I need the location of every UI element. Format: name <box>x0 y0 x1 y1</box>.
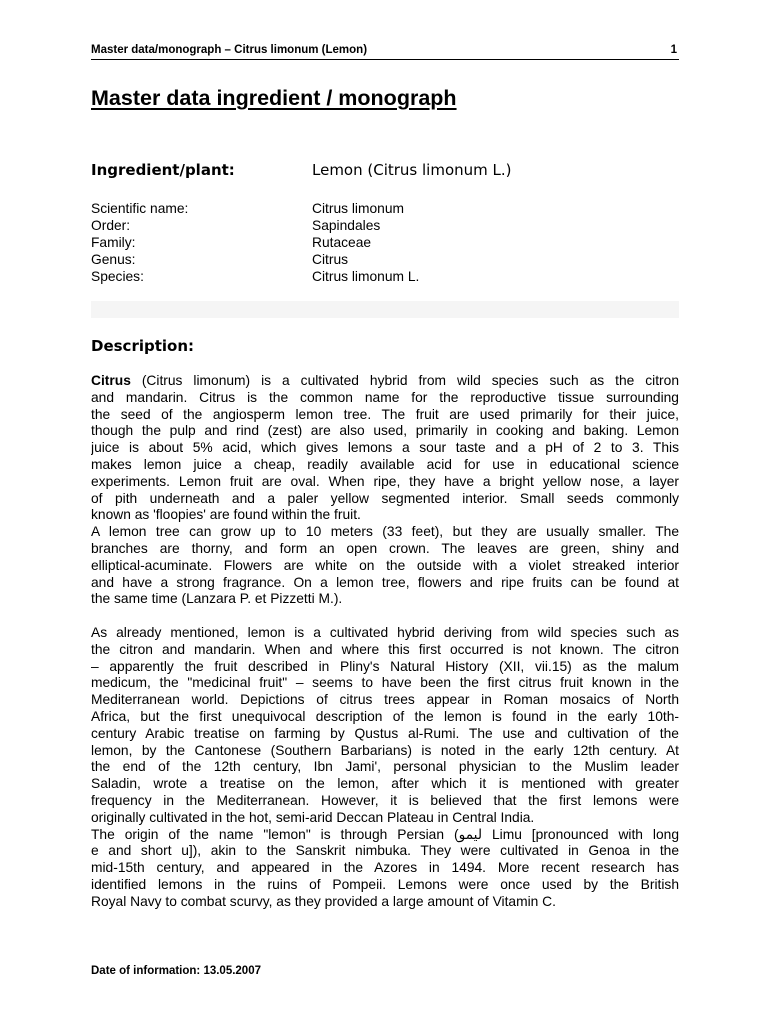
fact-label: Order: <box>91 218 131 233</box>
running-header <box>91 43 679 60</box>
taxonomy-facts <box>91 200 679 285</box>
paragraph-gap <box>91 608 679 625</box>
paragraph-line: juice is about 5% acid, which gives lemons a sour taste and a pH of 2 to 3. This <box>91 440 679 456</box>
header-title: Master data/monograph – Citrus limonum (Lemon) <box>91 44 368 56</box>
paragraph-line: e and short u]), akin to the Sanskrit nimbuka. They were cultivated in Genoa in the <box>91 843 679 859</box>
fact-label: Scientific name: <box>91 201 189 216</box>
paragraph-line-text: (Citrus limonum) is a cultivated hybrid from wild species such as the citron <box>130 373 679 388</box>
paragraph-line: makes lemon juice a cheap, readily available acid for use in educational science <box>91 456 679 472</box>
fact-value: Citrus limonum <box>312 201 404 216</box>
fact-row-species <box>91 268 679 285</box>
paragraph-line: and have a strong fragrance. On a lemon tree, flowers and ripe fruits can be found at <box>91 574 679 590</box>
fact-value: Citrus <box>312 252 349 267</box>
fact-row-order <box>91 217 679 234</box>
lead-bold-term: Citrus <box>91 373 131 388</box>
paragraph-line: frequency in the Mediterranean. However, it is believed that the first lemons were <box>91 792 679 808</box>
paragraph-line: the seed of the angiosperm lemon tree. The fruit are used primarily for their juice, <box>91 406 679 422</box>
fact-row-scientific-name <box>91 200 679 217</box>
paragraph-line: branches are thorny, and form an open crown. The leaves are green, shiny and <box>91 540 679 556</box>
paragraph-line: – apparently the fruit described in Pliny's Natural History (XII, vii.15) as the malum <box>91 658 679 674</box>
paragraph-line: medicum, the "medicinal fruit" – seems to have been the first citrus fruit known in the <box>91 675 679 691</box>
fact-row-genus <box>91 251 679 268</box>
paragraph-line: experiments. Lemon fruit are oval. When ripe, they have a bright yellow nose, a layer <box>91 473 679 489</box>
paragraph-line: known as 'floopies' are found within the fruit. <box>91 507 361 523</box>
paragraph-line: Saladin, wrote a treatise on the lemon, after which it is mentioned with greater <box>91 776 679 792</box>
paragraph-line: originally cultivated in the hot, semi-arid Deccan Plateau in Central India. <box>91 809 535 825</box>
fact-label: Family: <box>91 235 136 250</box>
fact-value: Citrus limonum L. <box>312 269 420 284</box>
paragraph-line: A lemon tree can grow up to 10 meters (33 feet), but they are usually smaller. The <box>91 524 679 540</box>
paragraph-line: Africa, but the first unequivocal description of the lemon is found in the early 10th- <box>91 708 679 724</box>
paragraph-line: The origin of the name "lemon" is through Persian (ليمو Limu [pronounced with long <box>91 826 679 842</box>
paragraph-line: elliptical-acuminate. Flowers are white on the outside with a violet streaked interior <box>91 557 679 573</box>
paragraph-line: century Arabic treatise on farming by Qustus al-Rumi. The use and cultivation of the <box>91 725 679 741</box>
paragraph-line <box>91 373 679 390</box>
paragraph-line: the end of the 12th century, Ibn Jami', personal physician to the Muslim leader <box>91 759 679 775</box>
paragraph-line: As already mentioned, lemon is a cultivated hybrid deriving from wild species such as <box>91 624 679 640</box>
description-heading: Description: <box>91 337 195 355</box>
fact-row-family <box>91 234 679 251</box>
paragraph-line: identified lemons in the ruins of Pompeii. Lemons were once used by the British <box>91 876 679 892</box>
fact-value: Sapindales <box>312 218 381 233</box>
fact-value: Rutaceae <box>312 235 372 250</box>
ingredient-label: Ingredient/plant: <box>91 161 235 179</box>
paragraph-line: the same time (Lanzara P. et Pizzetti M.). <box>91 591 343 607</box>
page-title: Master data ingredient / monograph <box>91 86 457 110</box>
paragraph-line: though the pulp and rind (zest) are also used, primarily in cooking and baking. Lemon <box>91 423 679 439</box>
paragraph-line: Mediterranean world. Depictions of citrus trees appear in Roman mosaics of North <box>91 692 679 708</box>
paragraph-line: mid-15th century, and appeared in the Azores in 1494. More recent research has <box>91 860 679 876</box>
header-page-number: 1 <box>670 44 677 56</box>
footer-date: Date of information: 13.05.2007 <box>91 965 261 977</box>
fact-label: Species: <box>91 269 144 284</box>
paragraph-line: Royal Navy to combat scurvy, as they provided a large amount of Vitamin C. <box>91 893 556 909</box>
description-body <box>91 373 679 911</box>
ingredient-value: Lemon (Citrus limonum L.) <box>312 161 512 179</box>
paragraph-line: the citron and mandarin. When and where this first occurred is not known. The citron <box>91 641 679 657</box>
paragraph-line: of pith underneath and a paler yellow segmented interior. Small seeds commonly <box>91 490 679 506</box>
paragraph-line: and mandarin. Citrus is the common name for the reproductive tissue surrounding <box>91 389 679 405</box>
fact-label: Genus: <box>91 252 136 267</box>
paragraph-line: lemon, by the Cantonese (Southern Barbarians) is noted in the early 12th century. At <box>91 742 679 758</box>
shaded-separator-band <box>91 301 679 318</box>
